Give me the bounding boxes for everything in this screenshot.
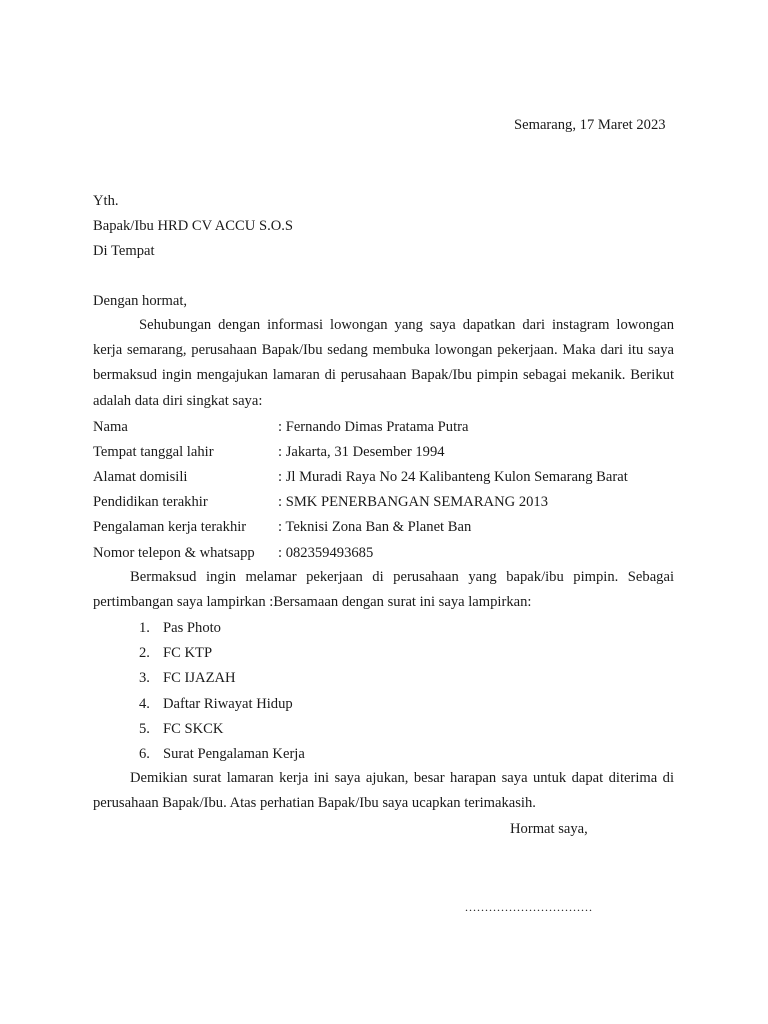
detail-label-name: Nama <box>93 419 128 435</box>
attachment-number: 6. <box>139 746 150 762</box>
recipient-line-3: Di Tempat <box>93 243 155 259</box>
attachment-number: 4. <box>139 696 150 712</box>
attachment-number: 1. <box>139 620 150 636</box>
attachment-number: 3. <box>139 670 150 686</box>
detail-label-address: Alamat domisili <box>93 469 188 485</box>
attachment-item: FC SKCK <box>163 721 224 737</box>
detail-value-experience: : Teknisi Zona Ban & Planet Ban <box>278 519 472 535</box>
attachment-item: Pas Photo <box>163 620 221 636</box>
attachment-item: Daftar Riwayat Hidup <box>163 696 293 712</box>
attachment-item: FC KTP <box>163 645 213 661</box>
attachment-number: 2. <box>139 645 150 661</box>
attachment-intro-paragraph: Bermaksud ingin melamar pekerjaan di perusahaan yang bapak/ibu pimpin. Sebagai pertimbangan saya lampirkan :Bersamaan dengan surat ini saya lampirkan: <box>93 569 674 611</box>
attachment-item: Surat Pengalaman Kerja <box>163 746 305 762</box>
detail-value-education: : SMK PENERBANGAN SEMARANG 2013 <box>278 494 549 510</box>
detail-value-name: : Fernando Dimas Pratama Putra <box>278 419 469 435</box>
signoff: Hormat saya, <box>510 821 588 837</box>
attachment-number: 5. <box>139 721 150 737</box>
detail-label-birth: Tempat tanggal lahir <box>93 444 214 460</box>
recipient-line-1: Yth. <box>93 193 119 209</box>
recipient-line-2: Bapak/Ibu HRD CV ACCU S.O.S <box>93 218 294 234</box>
signature-line: ................................ <box>465 900 593 914</box>
intro-paragraph: Sehubungan dengan informasi lowongan yang saya dapatkan dari instagram lowongan kerja semarang, perusahaan Bapak/Ibu sedang membuka lowongan pekerjaan. Maka dari itu saya bermaksud ingin mengajukan lamaran di perusahaan Bapak/Ibu pimpin sebagai mekanik. Berikut adalah data diri singkat saya: <box>93 317 674 409</box>
detail-value-birth: : Jakarta, 31 Desember 1994 <box>278 444 445 460</box>
closing-paragraph: Demikian surat lamaran kerja ini saya ajukan, besar harapan saya untuk dapat diterima di perusahaan Bapak/Ibu. Atas perhatian Bapak/Ibu saya ucapkan terimakasih. <box>93 770 674 812</box>
detail-value-phone: : 082359493685 <box>278 545 374 561</box>
detail-label-education: Pendidikan terakhir <box>93 494 208 510</box>
letter-date: Semarang, 17 Maret 2023 <box>514 117 666 133</box>
detail-label-phone: Nomor telepon & whatsapp <box>93 545 255 561</box>
detail-label-experience: Pengalaman kerja terakhir <box>93 519 247 535</box>
detail-value-address: : Jl Muradi Raya No 24 Kalibanteng Kulon Semarang Barat <box>278 469 628 485</box>
attachment-item: FC IJAZAH <box>163 670 236 686</box>
greeting: Dengan hormat, <box>93 293 188 309</box>
